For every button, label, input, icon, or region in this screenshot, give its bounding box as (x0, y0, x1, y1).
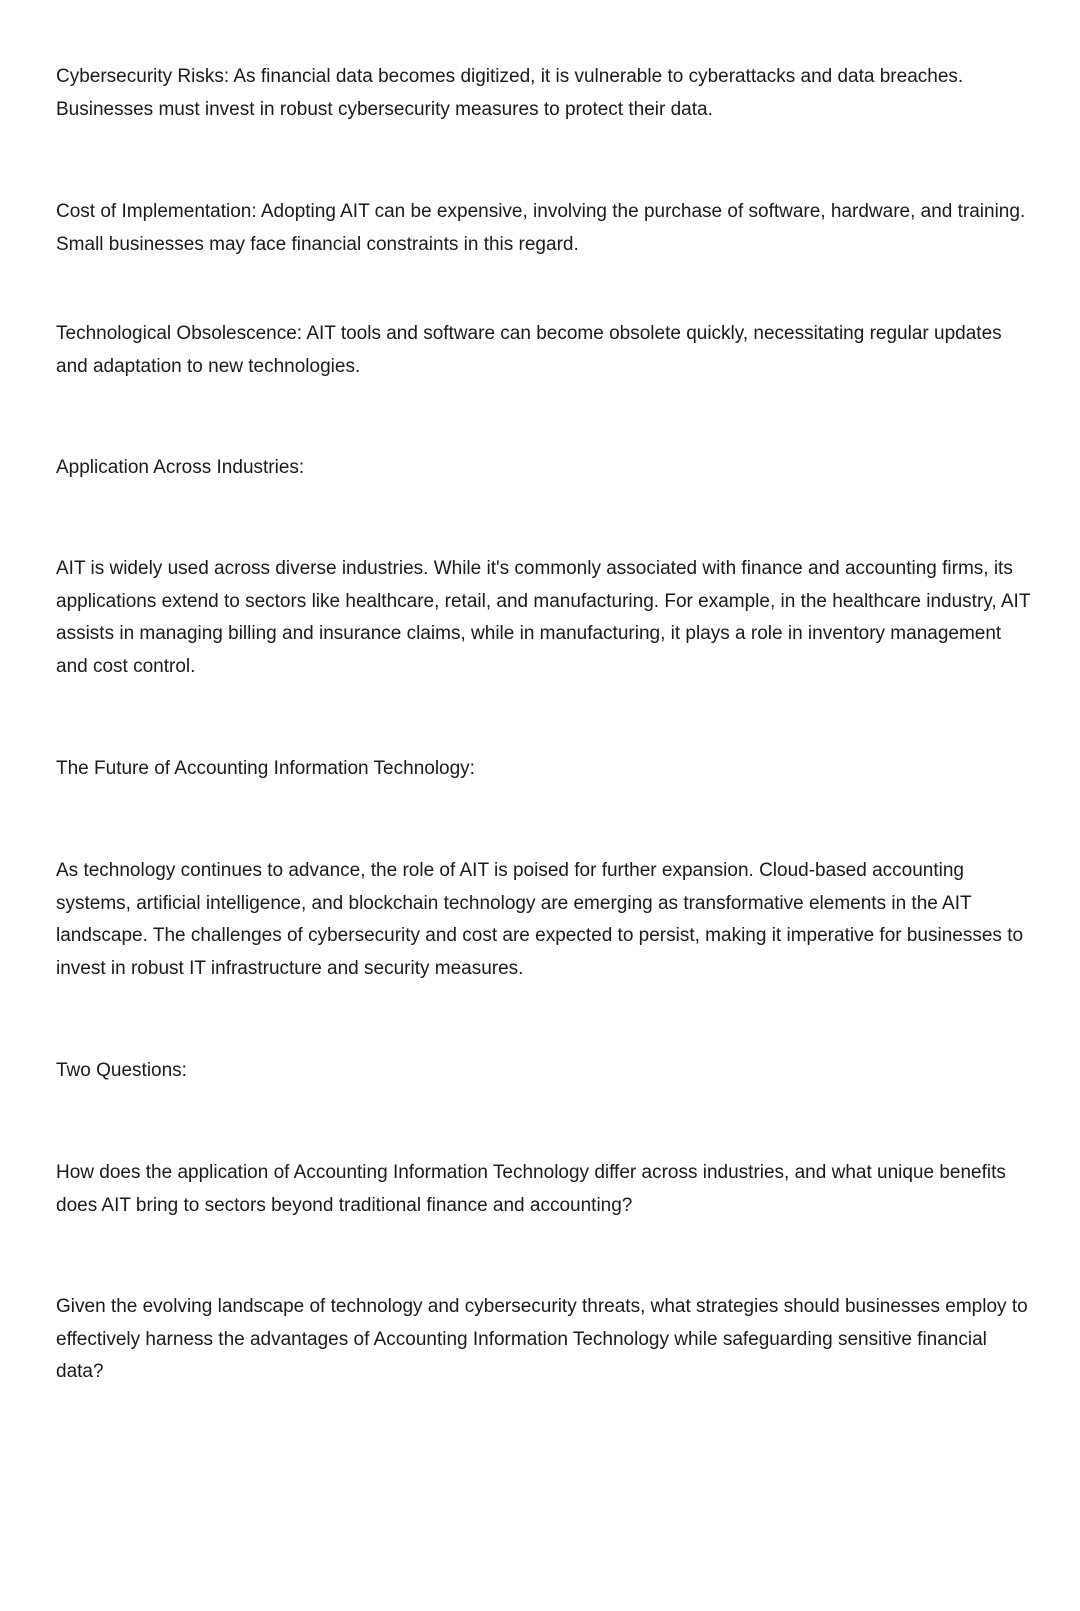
heading-future-of-ait: The Future of Accounting Information Technology: (56, 758, 475, 779)
paragraph-future: As technology continues to advance, the role of AIT is poised for further expansion. Cloud-based accounting systems, artificial intelligence, and blockchain technology are emerging as transformative elements in the AIT landscape. The challenges of cybersecurity and cost are expected to persist, making it imperative for businesses to invest in robust IT infrastructure and security measures. (56, 860, 1024, 979)
question-two: Given the evolving landscape of technology and cybersecurity threats, what strategies should businesses employ to effectively harness the advantages of Accounting Information Technology while safeguarding sensitive financial data? (56, 1296, 1028, 1382)
paragraph-technological-obsolescence: Technological Obsolescence: AIT tools and software can become obsolete quickly, necessitating regular updates and adaptation to new technologies. (56, 323, 1002, 377)
heading-application-across-industries: Application Across Industries: (56, 457, 305, 478)
heading-two-questions: Two Questions: (56, 1060, 187, 1081)
paragraph-cost-of-implementation: Cost of Implementation: Adopting AIT can be expensive, involving the purchase of software, hardware, and training. Small businesses may face financial constraints in this regard. (56, 201, 1026, 255)
paragraph-cybersecurity-risks: Cybersecurity Risks: As financial data becomes digitized, it is vulnerable to cyberattacks and data breaches. Businesses must invest in robust cybersecurity measures to protect their data. (56, 66, 964, 120)
question-one: How does the application of Accounting Information Technology differ across industries, and what unique benefits does AIT bring to sectors beyond traditional finance and accounting? (56, 1162, 1006, 1216)
paragraph-industries: AIT is widely used across diverse industries. While it's commonly associated with finance and accounting firms, its applications extend to sectors like healthcare, retail, and manufacturing. For example, in the healthcare industry, AIT assists in managing billing and insurance claims, while in manufacturing, it plays a role in inventory management and cost control. (56, 558, 1031, 677)
